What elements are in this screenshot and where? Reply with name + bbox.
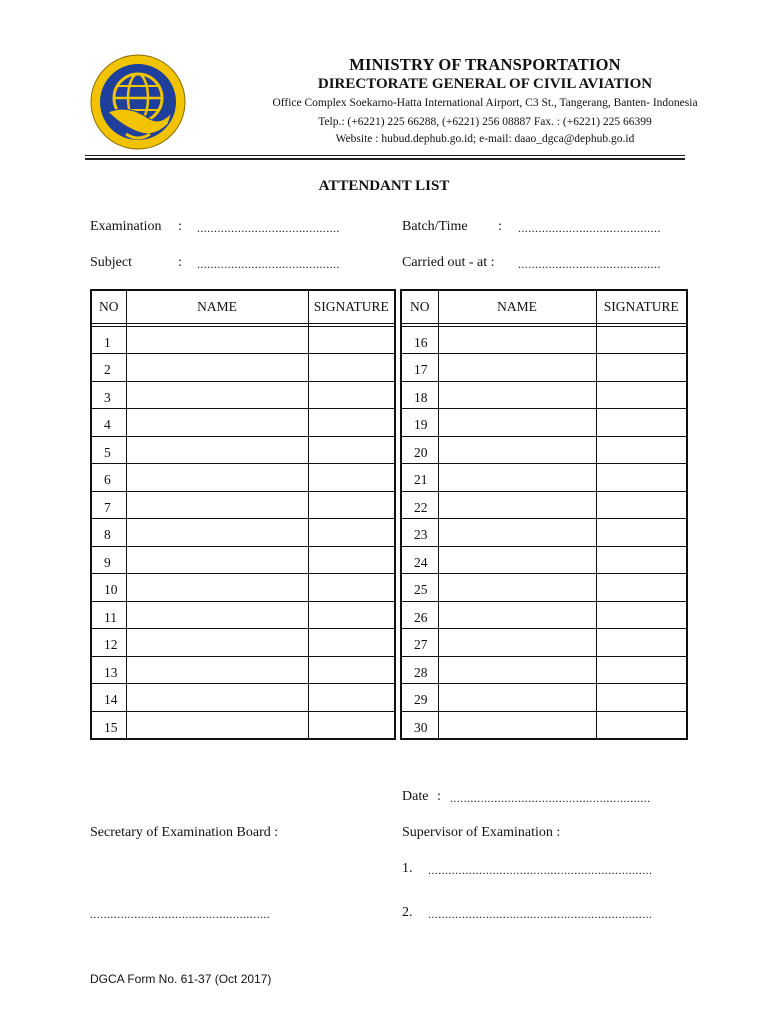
row-number: 10 <box>91 574 126 602</box>
name-cell[interactable] <box>126 574 308 602</box>
carried-out-field[interactable]: .......................................... <box>518 257 661 271</box>
row-number: 30 <box>401 711 438 739</box>
supervisor-2-label: 2. <box>402 905 413 920</box>
table-row <box>91 354 395 382</box>
signature-cell[interactable] <box>308 629 395 657</box>
examination-label: Examination <box>90 219 162 234</box>
examination-field[interactable]: .......................................... <box>197 221 340 235</box>
table-row <box>91 326 395 354</box>
name-cell[interactable] <box>438 711 596 739</box>
website-email: Website : hubud.dephub.go.id; e-mail: daao_dgca@dephub.go.id <box>335 133 635 145</box>
phone-fax: Telp.: (+6221) 225 66288, (+6221) 256 08887 Fax. : (+6221) 225 66399 <box>318 116 652 128</box>
secretary-label: Secretary of Examination Board : <box>90 825 279 840</box>
table-row <box>401 656 687 684</box>
signature-cell[interactable] <box>308 491 395 519</box>
supervisor-1-field[interactable]: .................................................................. <box>428 863 653 877</box>
table-row <box>401 601 687 629</box>
signature-cell[interactable] <box>596 656 687 684</box>
table-row <box>91 464 395 492</box>
row-number: 7 <box>91 491 126 519</box>
signature-cell[interactable] <box>596 629 687 657</box>
name-cell[interactable] <box>438 656 596 684</box>
row-number: 13 <box>91 656 126 684</box>
attendant-table-right <box>400 289 688 740</box>
supervisor-2-field[interactable]: .................................................................. <box>428 907 653 921</box>
signature-cell[interactable] <box>308 656 395 684</box>
table-row <box>91 601 395 629</box>
signature-cell[interactable] <box>596 574 687 602</box>
signature-cell[interactable] <box>596 519 687 547</box>
dgca-logo <box>88 52 188 152</box>
row-number: 23 <box>401 519 438 547</box>
date-colon: : <box>437 789 441 804</box>
col-header-signature: SIGNATURE <box>596 290 687 323</box>
supervisor-label: Supervisor of Examination : <box>402 825 561 840</box>
row-number: 26 <box>401 601 438 629</box>
col-header-signature: SIGNATURE <box>308 290 395 323</box>
name-cell[interactable] <box>438 354 596 382</box>
name-cell[interactable] <box>126 546 308 574</box>
signature-cell[interactable] <box>308 711 395 739</box>
row-number: 16 <box>401 326 438 354</box>
name-cell[interactable] <box>438 326 596 354</box>
name-cell[interactable] <box>126 436 308 464</box>
table-row <box>91 711 395 739</box>
signature-cell[interactable] <box>308 574 395 602</box>
signature-cell[interactable] <box>596 546 687 574</box>
table-row <box>401 491 687 519</box>
table-row <box>91 436 395 464</box>
name-cell[interactable] <box>126 464 308 492</box>
date-field[interactable]: ........................................................... <box>450 791 651 805</box>
row-number: 19 <box>401 409 438 437</box>
signature-cell[interactable] <box>596 326 687 354</box>
date-label: Date <box>402 789 429 804</box>
name-cell[interactable] <box>126 409 308 437</box>
table-row <box>401 574 687 602</box>
name-cell[interactable] <box>438 601 596 629</box>
table-row <box>401 464 687 492</box>
row-number: 9 <box>91 546 126 574</box>
table-row <box>91 546 395 574</box>
row-number: 21 <box>401 464 438 492</box>
name-cell[interactable] <box>126 354 308 382</box>
signature-cell[interactable] <box>308 326 395 354</box>
signature-cell[interactable] <box>308 601 395 629</box>
name-cell[interactable] <box>126 491 308 519</box>
batch-time-field[interactable]: .......................................... <box>518 221 661 235</box>
table-row <box>401 629 687 657</box>
col-header-no: NO <box>401 290 438 323</box>
subject-field[interactable]: .......................................... <box>197 257 340 271</box>
table-row <box>91 519 395 547</box>
signature-cell[interactable] <box>308 546 395 574</box>
header-rule-thin <box>85 155 685 156</box>
row-number: 20 <box>401 436 438 464</box>
name-cell[interactable] <box>126 601 308 629</box>
col-header-no: NO <box>91 290 126 323</box>
table-row <box>401 354 687 382</box>
name-cell[interactable] <box>126 381 308 409</box>
signature-cell[interactable] <box>596 464 687 492</box>
examination-colon: : <box>178 219 182 234</box>
document-title: ATTENDANT LIST <box>318 178 450 194</box>
signature-cell[interactable] <box>308 464 395 492</box>
signature-cell[interactable] <box>596 684 687 712</box>
name-cell[interactable] <box>126 684 308 712</box>
directorate-title: DIRECTORATE GENERAL OF CIVIL AVIATION <box>317 76 653 92</box>
batch-time-label: Batch/Time <box>402 219 468 234</box>
row-number: 3 <box>91 381 126 409</box>
table-row <box>91 381 395 409</box>
signature-cell[interactable] <box>308 519 395 547</box>
signature-cell[interactable] <box>308 409 395 437</box>
name-cell[interactable] <box>438 464 596 492</box>
table-row <box>91 684 395 712</box>
name-cell[interactable] <box>438 491 596 519</box>
signature-cell[interactable] <box>308 381 395 409</box>
row-number: 14 <box>91 684 126 712</box>
signature-cell[interactable] <box>596 491 687 519</box>
table-row <box>91 656 395 684</box>
office-address: Office Complex Soekarno-Hatta International Airport, C3 St., Tangerang, Banten- Indonesia <box>272 97 698 109</box>
row-number: 4 <box>91 409 126 437</box>
form-number: DGCA Form No. 61-37 (Oct 2017) <box>90 972 272 986</box>
table-row <box>401 546 687 574</box>
table-row <box>401 436 687 464</box>
signature-cell[interactable] <box>308 354 395 382</box>
carried-out-label: Carried out - at : <box>402 255 495 270</box>
row-number: 25 <box>401 574 438 602</box>
name-cell[interactable] <box>438 519 596 547</box>
subject-colon: : <box>178 255 182 270</box>
name-cell[interactable] <box>126 711 308 739</box>
name-cell[interactable] <box>126 629 308 657</box>
name-cell[interactable] <box>438 436 596 464</box>
table-row <box>401 326 687 354</box>
row-number: 6 <box>91 464 126 492</box>
header-rule-thick <box>85 158 685 160</box>
row-number: 2 <box>91 354 126 382</box>
table-row <box>401 684 687 712</box>
row-number: 1 <box>91 326 126 354</box>
row-number: 12 <box>91 629 126 657</box>
row-number: 11 <box>91 601 126 629</box>
name-cell[interactable] <box>126 656 308 684</box>
row-number: 8 <box>91 519 126 547</box>
row-number: 22 <box>401 491 438 519</box>
name-cell[interactable] <box>438 546 596 574</box>
row-number: 28 <box>401 656 438 684</box>
col-header-name: NAME <box>438 290 596 323</box>
name-cell[interactable] <box>126 326 308 354</box>
name-cell[interactable] <box>438 409 596 437</box>
ministry-title: MINISTRY OF TRANSPORTATION <box>349 55 621 74</box>
table-row <box>91 629 395 657</box>
row-number: 17 <box>401 354 438 382</box>
table-row <box>401 409 687 437</box>
supervisor-1-label: 1. <box>402 861 413 876</box>
signature-cell[interactable] <box>596 409 687 437</box>
table-row <box>91 409 395 437</box>
name-cell[interactable] <box>438 574 596 602</box>
row-number: 24 <box>401 546 438 574</box>
row-number: 18 <box>401 381 438 409</box>
table-row <box>401 519 687 547</box>
col-header-name: NAME <box>126 290 308 323</box>
signature-cell[interactable] <box>308 684 395 712</box>
row-number: 29 <box>401 684 438 712</box>
table-row <box>401 381 687 409</box>
signature-cell[interactable] <box>596 711 687 739</box>
batch-time-colon: : <box>498 219 502 234</box>
table-row <box>401 711 687 739</box>
signature-cell[interactable] <box>596 601 687 629</box>
signature-cell[interactable] <box>596 381 687 409</box>
signature-cell[interactable] <box>308 436 395 464</box>
table-row <box>91 491 395 519</box>
signature-cell[interactable] <box>596 436 687 464</box>
signature-cell[interactable] <box>596 354 687 382</box>
name-cell[interactable] <box>438 629 596 657</box>
row-number: 15 <box>91 711 126 739</box>
name-cell[interactable] <box>438 684 596 712</box>
table-row <box>91 574 395 602</box>
name-cell[interactable] <box>438 381 596 409</box>
row-number: 5 <box>91 436 126 464</box>
row-number: 27 <box>401 629 438 657</box>
subject-label: Subject <box>90 255 132 270</box>
attendant-table-left <box>90 289 396 740</box>
secretary-signature-field[interactable]: ..................................................... <box>90 907 271 921</box>
name-cell[interactable] <box>126 519 308 547</box>
